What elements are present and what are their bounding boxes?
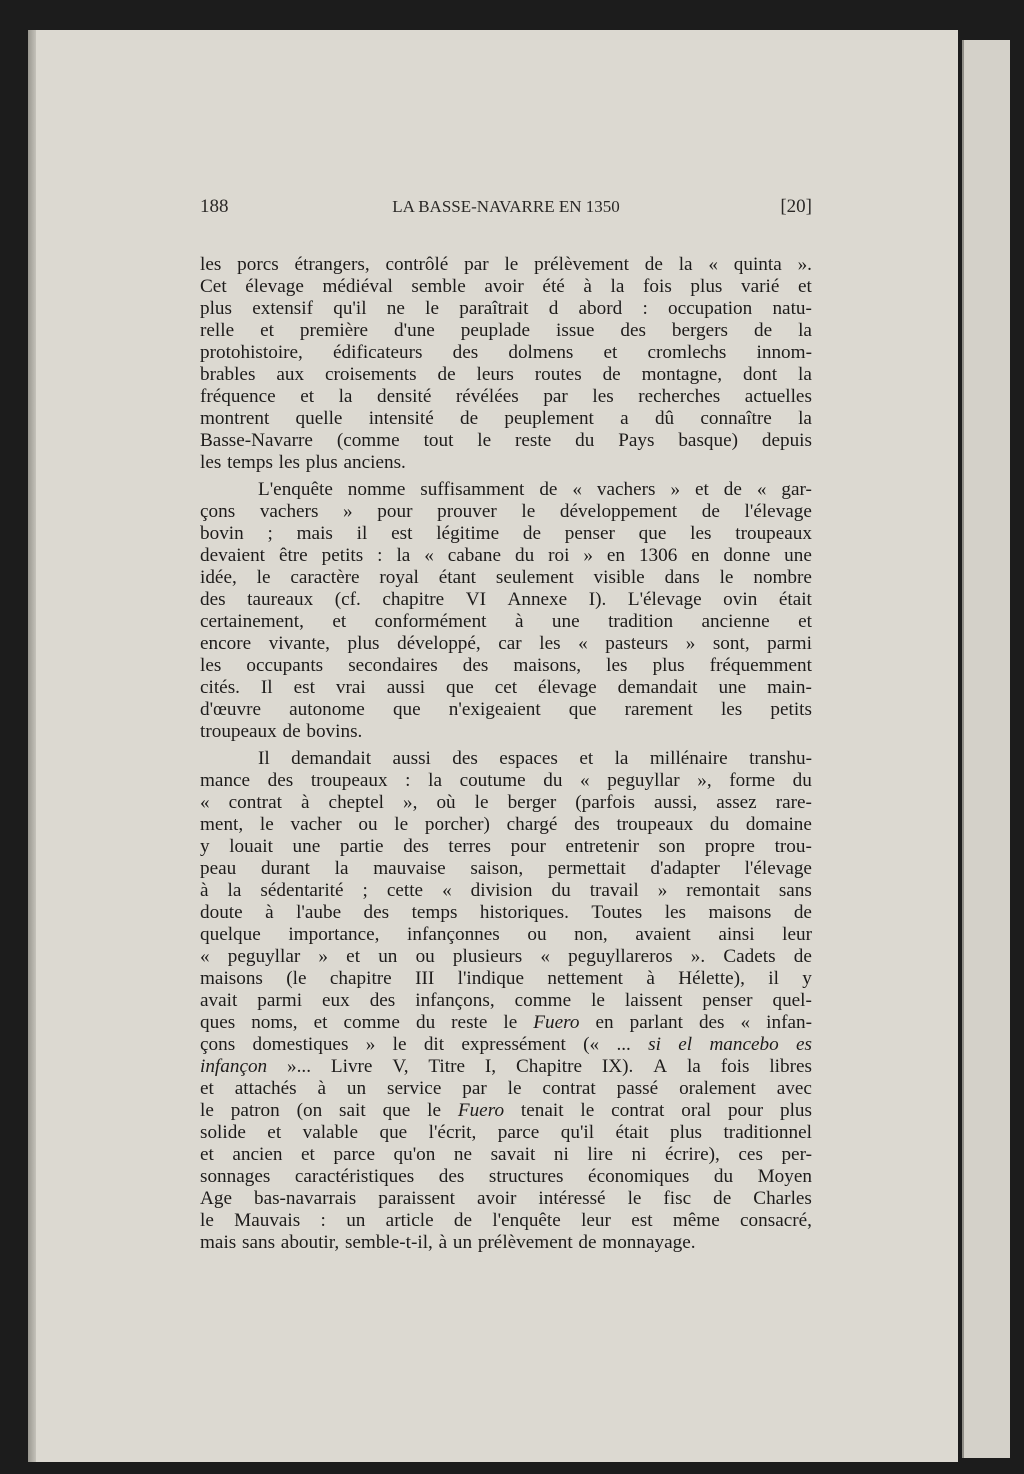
body-text <box>200 254 812 1259</box>
text-line: protohistoire, édificateurs des dolmens et cromlechs innom- <box>200 342 812 363</box>
text-line: d'œuvre autonome que n'exigeaient que rarement les petits <box>200 699 812 720</box>
text-line: des taureaux (cf. chapitre VI Annexe I). L'élevage ovin était <box>200 589 812 610</box>
text-line: « peguyllar » et un ou plusieurs « peguyllareros ». Cadets de <box>200 946 812 967</box>
paragraph <box>200 479 812 743</box>
text-line: avait parmi eux des infançons, comme le laissent penser quel- <box>200 990 812 1011</box>
text-line: bovin ; mais il est légitime de penser que les troupeaux <box>200 523 812 544</box>
text-line: ques noms, et comme du reste le Fuero en parlant des « infan- <box>200 1012 812 1033</box>
text-line: sonnages caractéristiques des structures économiques du Moyen <box>200 1166 812 1187</box>
facing-page-edge <box>962 40 1010 1458</box>
text-line: maisons (le chapitre III l'indique nettement à Hélette), il y <box>200 968 812 989</box>
text-line: devaient être petits : la « cabane du roi » en 1306 en donne une <box>200 545 812 566</box>
page-number: 188 <box>200 196 229 217</box>
text-line: solide et valable que l'écrit, parce qu'il était plus traditionnel <box>200 1122 812 1143</box>
text-line: certainement, et conformément à une tradition ancienne et <box>200 611 812 632</box>
text-line: y louait une partie des terres pour entretenir son propre trou- <box>200 836 812 857</box>
text-line: çons domestiques » le dit expressément (« ... si el mancebo es <box>200 1034 812 1055</box>
text-line: peau durant la mauvaise saison, permettait d'adapter l'élevage <box>200 858 812 879</box>
text-line: les occupants secondaires des maisons, les plus fréquemment <box>200 655 812 676</box>
text-line: et attachés à un service par le contrat passé oralement avec <box>200 1078 812 1099</box>
text-line: mance des troupeaux : la coutume du « peguyllar », forme du <box>200 770 812 791</box>
text-line: le Mauvais : un article de l'enquête leur est même consacré, <box>200 1210 812 1231</box>
text-line: montrent quelle intensité de peuplement a dû connaître la <box>200 408 812 429</box>
text-line: le patron (on sait que le Fuero tenait le contrat oral pour plus <box>200 1100 812 1121</box>
text-line: L'enquête nomme suffisamment de « vachers » et de « gar- <box>258 479 812 500</box>
text-line: et ancien et parce qu'on ne savait ni lire ni écrire), ces per- <box>200 1144 812 1165</box>
running-title: LA BASSE-NAVARRE EN 1350 <box>392 197 620 216</box>
text-line: fréquence et la densité révélées par les recherches actuelles <box>200 386 812 407</box>
section-number: [20] <box>780 196 812 217</box>
paragraph <box>200 254 812 474</box>
text-line: brables aux croisements de leurs routes de montagne, dont la <box>200 364 812 385</box>
text-line: quelque importance, infançonnes ou non, avaient ainsi leur <box>200 924 812 945</box>
text-line: troupeaux de bovins. <box>200 721 363 742</box>
text-line: mais sans aboutir, semble-t-il, à un prélèvement de monnayage. <box>200 1232 696 1253</box>
text-line: idée, le caractère royal étant seulement visible dans le nombre <box>200 567 812 588</box>
text-line: ment, le vacher ou le porcher) chargé des troupeaux du domaine <box>200 814 812 835</box>
text-line: relle et première d'une peuplade issue des bergers de la <box>200 320 812 341</box>
text-line: plus extensif qu'il ne le paraîtrait d abord : occupation natu- <box>200 298 812 319</box>
text-line: les porcs étrangers, contrôlé par le prélèvement de la « quinta ». <box>200 254 812 275</box>
text-line: infançon »... Livre V, Titre I, Chapitre IX). A la fois libres <box>200 1056 812 1077</box>
text-line: « contrat à cheptel », où le berger (parfois aussi, assez rare- <box>200 792 812 813</box>
text-line: çons vachers » pour prouver le développement de l'élevage <box>200 501 812 522</box>
text-line: doute à l'aube des temps historiques. Toutes les maisons de <box>200 902 812 923</box>
text-line: Basse-Navarre (comme tout le reste du Pays basque) depuis <box>200 430 812 451</box>
text-line: cités. Il est vrai aussi que cet élevage demandait une main- <box>200 677 812 698</box>
paragraph <box>200 748 812 1254</box>
text-line: à la sédentarité ; cette « division du travail » remontait sans <box>200 880 812 901</box>
text-line: Il demandait aussi des espaces et la millénaire transhu- <box>258 748 812 769</box>
running-header <box>200 196 812 220</box>
text-line: Age bas-navarrais paraissent avoir intéressé le fisc de Charles <box>200 1188 812 1209</box>
text-line: encore vivante, plus développé, car les « pasteurs » sont, parmi <box>200 633 812 654</box>
text-line: Cet élevage médiéval semble avoir été à la fois plus varié et <box>200 276 812 297</box>
text-line: les temps les plus anciens. <box>200 452 406 473</box>
